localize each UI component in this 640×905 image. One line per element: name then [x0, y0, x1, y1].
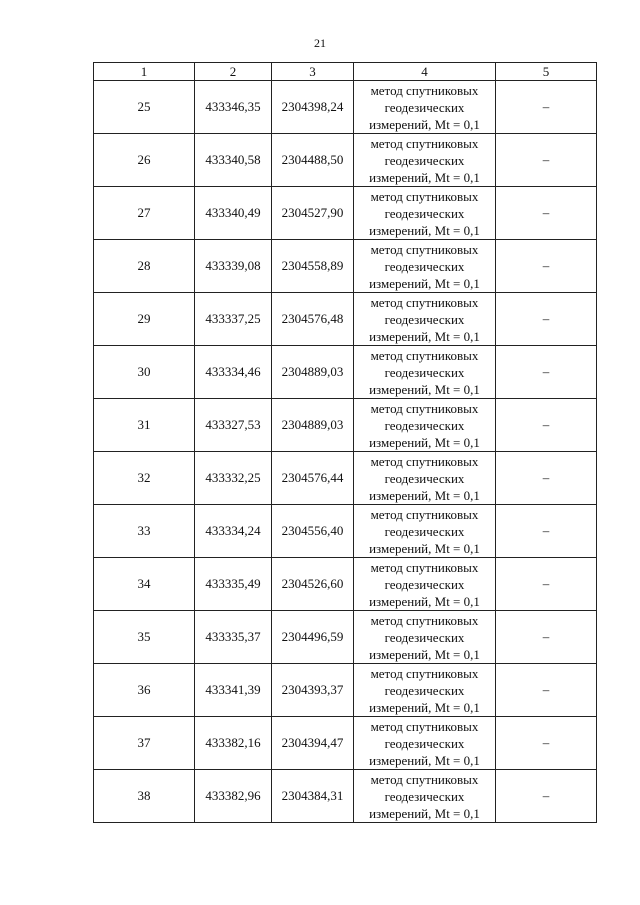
coordinate-x: 433341,39 — [195, 664, 272, 717]
coordinate-x: 433382,16 — [195, 717, 272, 770]
coordinate-x: 433340,49 — [195, 187, 272, 240]
point-number: 32 — [94, 452, 195, 505]
note-dash: – — [496, 399, 597, 452]
coordinate-x: 433335,37 — [195, 611, 272, 664]
coordinate-x: 433335,49 — [195, 558, 272, 611]
method-line: метод спутниковых — [370, 718, 479, 734]
method-line: измерений, Mt = 0,1 — [369, 116, 480, 132]
method-line: геодезических — [384, 735, 465, 751]
method-line: геодезических — [384, 523, 465, 539]
column-header: 5 — [496, 63, 597, 81]
coordinate-x: 433339,08 — [195, 240, 272, 293]
note-dash: – — [496, 558, 597, 611]
note-dash: – — [496, 717, 597, 770]
coordinate-x: 433332,25 — [195, 452, 272, 505]
measurement-method — [354, 664, 496, 717]
method-line: измерений, Mt = 0,1 — [369, 169, 480, 185]
measurement-method — [354, 611, 496, 664]
coordinate-y: 2304576,44 — [272, 452, 354, 505]
coordinate-x: 433346,35 — [195, 81, 272, 134]
method-line: метод спутниковых — [370, 506, 479, 522]
method-line: геодезических — [384, 576, 465, 592]
table-header-row — [94, 63, 597, 81]
note-dash: – — [496, 664, 597, 717]
coordinate-y: 2304527,90 — [272, 187, 354, 240]
coordinate-x: 433340,58 — [195, 134, 272, 187]
table-row — [94, 346, 597, 399]
method-line: геодезических — [384, 470, 465, 486]
point-number: 34 — [94, 558, 195, 611]
table-row — [94, 240, 597, 293]
coordinate-x: 433337,25 — [195, 293, 272, 346]
column-header: 2 — [195, 63, 272, 81]
table-row — [94, 399, 597, 452]
note-dash: – — [496, 81, 597, 134]
coordinate-x: 433382,96 — [195, 770, 272, 823]
coordinate-y: 2304394,47 — [272, 717, 354, 770]
method-line: измерений, Mt = 0,1 — [369, 434, 480, 450]
method-line: геодезических — [384, 788, 465, 804]
coordinate-y: 2304889,03 — [272, 346, 354, 399]
coordinate-x: 433334,24 — [195, 505, 272, 558]
measurement-method — [354, 558, 496, 611]
column-header: 1 — [94, 63, 195, 81]
note-dash: – — [496, 611, 597, 664]
note-dash: – — [496, 134, 597, 187]
point-number: 35 — [94, 611, 195, 664]
measurement-method — [354, 717, 496, 770]
table-row — [94, 611, 597, 664]
point-number: 26 — [94, 134, 195, 187]
table-row — [94, 558, 597, 611]
coordinate-x: 433327,53 — [195, 399, 272, 452]
method-line: метод спутниковых — [370, 771, 479, 787]
measurement-method — [354, 399, 496, 452]
note-dash: – — [496, 187, 597, 240]
table-body — [94, 81, 597, 823]
method-line: метод спутниковых — [370, 294, 479, 310]
coordinate-y: 2304398,24 — [272, 81, 354, 134]
method-line: измерений, Mt = 0,1 — [369, 752, 480, 768]
point-number: 36 — [94, 664, 195, 717]
method-line: геодезических — [384, 152, 465, 168]
table-row — [94, 770, 597, 823]
method-line: геодезических — [384, 99, 465, 115]
note-dash: – — [496, 293, 597, 346]
method-line: измерений, Mt = 0,1 — [369, 381, 480, 397]
measurement-method — [354, 240, 496, 293]
note-dash: – — [496, 770, 597, 823]
method-line: метод спутниковых — [370, 400, 479, 416]
coordinate-y: 2304889,03 — [272, 399, 354, 452]
coordinate-y: 2304558,89 — [272, 240, 354, 293]
coordinate-y: 2304556,40 — [272, 505, 354, 558]
method-line: геодезических — [384, 364, 465, 380]
method-line: метод спутниковых — [370, 135, 479, 151]
method-line: геодезических — [384, 629, 465, 645]
column-header: 4 — [354, 63, 496, 81]
method-line: метод спутниковых — [370, 241, 479, 257]
method-line: геодезических — [384, 205, 465, 221]
coordinate-y: 2304488,50 — [272, 134, 354, 187]
method-line: метод спутниковых — [370, 82, 479, 98]
measurement-method — [354, 452, 496, 505]
point-number: 28 — [94, 240, 195, 293]
coordinate-y: 2304393,37 — [272, 664, 354, 717]
coordinate-x: 433334,46 — [195, 346, 272, 399]
method-line: измерений, Mt = 0,1 — [369, 275, 480, 291]
method-line: измерений, Mt = 0,1 — [369, 487, 480, 503]
table-row — [94, 187, 597, 240]
measurement-method — [354, 187, 496, 240]
coordinates-table — [93, 62, 597, 823]
point-number: 25 — [94, 81, 195, 134]
measurement-method — [354, 134, 496, 187]
measurement-method — [354, 293, 496, 346]
table-row — [94, 505, 597, 558]
method-line: геодезических — [384, 417, 465, 433]
point-number: 27 — [94, 187, 195, 240]
method-line: метод спутниковых — [370, 347, 479, 363]
point-number: 29 — [94, 293, 195, 346]
coordinate-y: 2304576,48 — [272, 293, 354, 346]
point-number: 38 — [94, 770, 195, 823]
page-number: 21 — [314, 36, 326, 50]
method-line: метод спутниковых — [370, 612, 479, 628]
method-line: измерений, Mt = 0,1 — [369, 646, 480, 662]
method-line: метод спутниковых — [370, 665, 479, 681]
method-line: измерений, Mt = 0,1 — [369, 540, 480, 556]
method-line: измерений, Mt = 0,1 — [369, 699, 480, 715]
coordinate-y: 2304526,60 — [272, 558, 354, 611]
table-row — [94, 717, 597, 770]
table-row — [94, 452, 597, 505]
column-header: 3 — [272, 63, 354, 81]
method-line: метод спутниковых — [370, 559, 479, 575]
method-line: измерений, Mt = 0,1 — [369, 593, 480, 609]
method-line: геодезических — [384, 258, 465, 274]
coordinate-y: 2304384,31 — [272, 770, 354, 823]
method-line: метод спутниковых — [370, 188, 479, 204]
method-line: измерений, Mt = 0,1 — [369, 328, 480, 344]
point-number: 30 — [94, 346, 195, 399]
measurement-method — [354, 81, 496, 134]
measurement-method — [354, 346, 496, 399]
method-line: измерений, Mt = 0,1 — [369, 222, 480, 238]
note-dash: – — [496, 452, 597, 505]
method-line: геодезических — [384, 682, 465, 698]
table-row — [94, 134, 597, 187]
measurement-method — [354, 770, 496, 823]
method-line: метод спутниковых — [370, 453, 479, 469]
coordinate-y: 2304496,59 — [272, 611, 354, 664]
method-line: измерений, Mt = 0,1 — [369, 805, 480, 821]
note-dash: – — [496, 240, 597, 293]
note-dash: – — [496, 346, 597, 399]
table-row — [94, 293, 597, 346]
table-row — [94, 81, 597, 134]
point-number: 33 — [94, 505, 195, 558]
table-row — [94, 664, 597, 717]
point-number: 31 — [94, 399, 195, 452]
point-number: 37 — [94, 717, 195, 770]
measurement-method — [354, 505, 496, 558]
note-dash: – — [496, 505, 597, 558]
method-line: геодезических — [384, 311, 465, 327]
